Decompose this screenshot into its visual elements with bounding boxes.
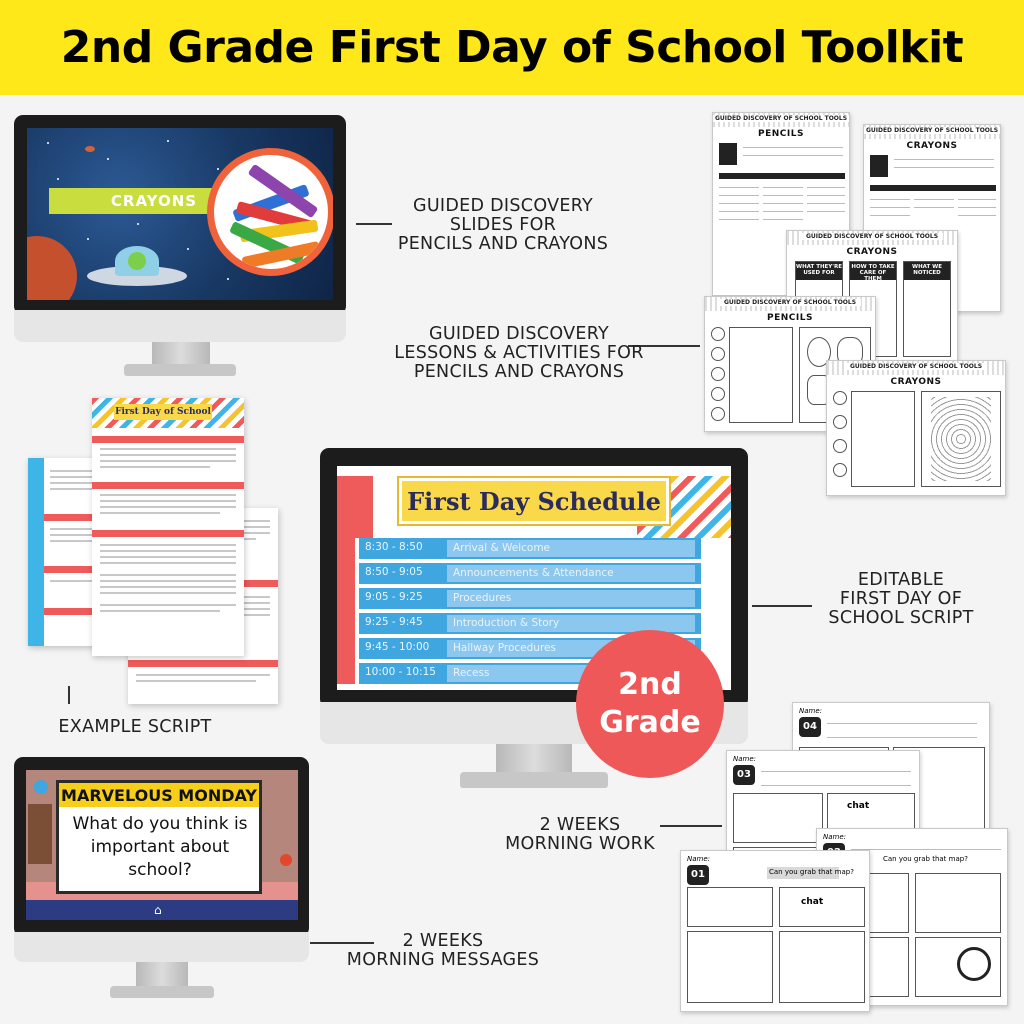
apple-icon (280, 854, 292, 866)
label-slides: GUIDED DISCOVERY SLIDES FOR PENCILS AND CRAYONS (397, 196, 609, 254)
schedule-row: 8:50 - 9:05 Announcements & Attendance (359, 563, 701, 584)
morning-work-set-01: Name: 01 Can you grab that map? chat (680, 850, 870, 1012)
monitor-chin (14, 310, 346, 342)
crayons-slide (27, 128, 333, 300)
label-morning-messages: 2 WEEKS MORNING MESSAGES (346, 931, 540, 970)
script-page-title: First Day of School (115, 407, 211, 417)
morning-work-set-02: Name: Can you grab that map? (816, 828, 1008, 1006)
page-title: 2nd Grade First Day of School Toolkit (60, 22, 964, 73)
monitor-neck (496, 744, 572, 774)
morning-message-slide (26, 770, 298, 920)
label-morning-work: 2 WEEKS MORNING WORK (505, 815, 655, 854)
monitor-chin (14, 932, 309, 962)
worksheet-crayons-activity: GUIDED DISCOVERY OF SCHOOL TOOLS CRAYONS WHAT THEY'RE USED FOR HOW TO TAKE CARE OF THEM WHAT WE NOTICED (786, 230, 958, 366)
script-page-front (92, 398, 244, 656)
crayons-slide-title: CRAYONS (110, 192, 198, 210)
monitor-neck (152, 342, 210, 366)
red-planet (27, 236, 77, 300)
worksheet-crayons-lesson: GUIDED DISCOVERY OF SCHOOL TOOLS CRAYONS (863, 124, 1001, 312)
schedule-title-plate (399, 478, 669, 524)
morning-work-set-04: Name: 04 (792, 702, 990, 842)
door-icon (28, 804, 52, 864)
schedule-row: 10:00 - 10:15 Recess (359, 663, 701, 684)
worksheet-pencils-lesson: GUIDED DISCOVERY OF SCHOOL TOOLS PENCILS (712, 112, 850, 296)
crayons-photo (207, 148, 333, 276)
monitor-neck (136, 962, 188, 988)
schedule-row: 9:25 - 9:45 Introduction & Story (359, 613, 701, 634)
globe-icon (34, 780, 48, 794)
schedule-row: 8:30 - 8:50 Arrival & Welcome (359, 538, 701, 559)
worksheet-crayons-color: GUIDED DISCOVERY OF SCHOOL TOOLS CRAYONS (826, 360, 1006, 496)
monitor-foot (110, 986, 214, 998)
message-board (56, 780, 262, 894)
label-example-script: EXAMPLE SCRIPT (58, 717, 212, 737)
worksheet-pencils-activity: GUIDED DISCOVERY OF SCHOOL TOOLS PENCILS (704, 296, 876, 432)
leader-line (68, 686, 70, 704)
message-question: What do you think is important about school? (72, 814, 248, 880)
label-editable-script: EDITABLE FIRST DAY OF SCHOOL SCRIPT (828, 570, 974, 628)
label-lessons: GUIDED DISCOVERY LESSONS & ACTIVITIES FOR PENCILS AND CRAYONS (394, 324, 644, 382)
schedule-row: 9:05 - 9:25 Procedures (359, 588, 701, 609)
small-asteroid (85, 146, 95, 152)
monitor-foot (460, 772, 608, 788)
schedule-row: 9:45 - 10:00 Hallway Procedures (359, 638, 701, 659)
schedule-title: First Day Schedule (407, 486, 661, 516)
morning-work-set-03: Name: 03 chat (726, 750, 920, 896)
monitor-foot (124, 364, 236, 376)
message-header: MARVELOUS MONDAY (61, 785, 257, 805)
home-icon[interactable]: ⌂ (154, 903, 162, 917)
title-banner (0, 0, 1024, 95)
grade-badge: 2nd Grade (576, 630, 724, 778)
leader-line (752, 605, 812, 607)
